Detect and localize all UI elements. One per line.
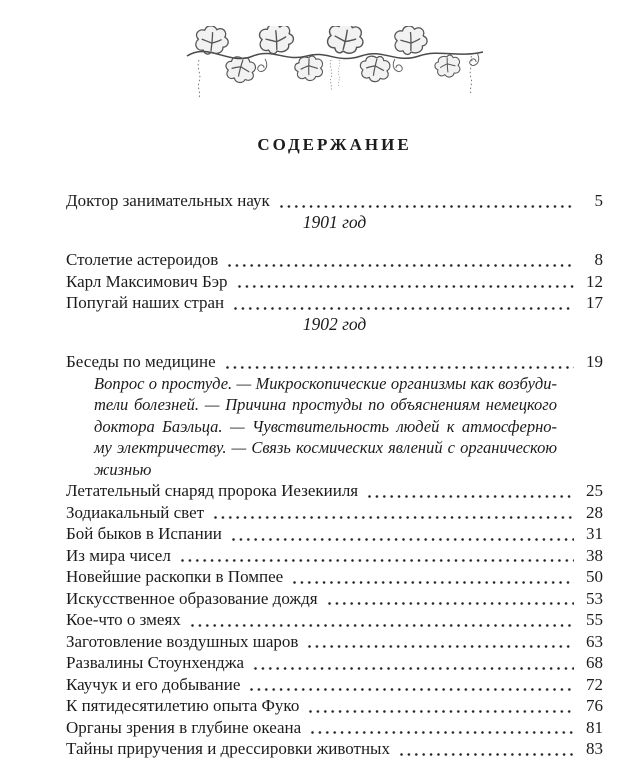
toc-entry-page-number: 38: [586, 545, 603, 565]
toc-entry-title: Летательный снаряд пророка Иезекииля: [66, 481, 359, 500]
toc-entry-page-number: 12: [586, 271, 603, 291]
toc-entry-page-number: 31: [586, 524, 603, 543]
dot-leader: [278, 190, 574, 212]
dot-leader: [307, 695, 574, 717]
entries-1901: [66, 249, 603, 314]
toc-entry-page-number: 28: [586, 502, 603, 522]
toc-entry-page-number: 72: [586, 674, 603, 694]
toc-entry-title: Карл Максимович Бэр: [66, 271, 228, 291]
toc-entry: [66, 566, 603, 588]
annotation-line: тели болезней. — Причина простуды по объяснениям немецкого: [94, 395, 557, 414]
toc-entry: [66, 738, 603, 760]
toc-entry: [66, 652, 603, 674]
toc-entry: [66, 695, 603, 717]
page-title: СОДЕРЖАНИЕ: [257, 135, 412, 154]
toc-entry: [66, 631, 603, 653]
year-heading-1902: 1902 год: [302, 313, 367, 334]
toc-entry-page-number: 53: [586, 588, 603, 608]
toc-entry-title: Развалины Стоунхенджа: [66, 653, 244, 672]
grapevine-ornament-icon: [185, 26, 485, 98]
toc-entry: [66, 609, 603, 631]
toc-entry-page-number: 8: [594, 250, 603, 269]
dot-leader: [189, 609, 574, 631]
dot-leader: [306, 631, 574, 653]
toc-entry-page-number: 83: [586, 739, 603, 758]
toc-entry-title: Искусственное образование дождя: [66, 588, 318, 608]
toc-entry-page-number: 63: [586, 631, 603, 651]
toc-entry-page-number: 55: [586, 610, 603, 629]
toc-entry: [66, 271, 603, 293]
toc-entry: [66, 351, 603, 373]
entries-1902: [66, 480, 603, 760]
toc-entry-title: Из мира чисел: [66, 545, 171, 565]
toc-entry-title: Зодиакальный свет: [66, 502, 205, 522]
table-of-contents: [66, 190, 603, 760]
toc-entry: [66, 249, 603, 271]
toc-entry-title: К пятидесятилетию опыта Фуко: [66, 696, 300, 715]
toc-entry: [66, 545, 603, 567]
toc-entry-title: Кое-что о змеях: [66, 610, 181, 629]
toc-entry-title: Заготовление воздушных шаров: [66, 631, 299, 651]
toc-entry: [66, 717, 603, 739]
dot-leader: [232, 292, 574, 314]
annotation-line: му электричеству. — Связь космических явлений с органическою: [94, 438, 557, 457]
toc-entry-title: Тайны приручения и дрессировки животных: [66, 739, 390, 758]
toc-entry: [66, 480, 603, 502]
year-heading-1901: 1901 год: [302, 211, 367, 232]
dot-leader: [291, 566, 574, 588]
toc-entry-title: Доктор занимательных наук: [66, 191, 270, 210]
toc-entry-title: Попугай наших стран: [66, 293, 225, 312]
toc-entry: [66, 292, 603, 314]
chapter-annotation: [66, 373, 603, 481]
dot-leader: [179, 545, 574, 567]
toc-entry: [66, 523, 603, 545]
toc-entry-page-number: 17: [586, 293, 603, 312]
dot-leader: [248, 674, 574, 696]
toc-entry-page-number: 68: [586, 653, 603, 672]
toc-entry-title: Столетие астероидов: [66, 250, 219, 269]
dot-leader: [212, 502, 574, 524]
toc-entry-page-number: 81: [586, 717, 603, 737]
toc-entry-title: Беседы по медицине: [66, 352, 216, 371]
annotation-line: Вопрос о простуде. — Микроскопические организмы как возбуди-: [94, 373, 557, 393]
dot-leader: [224, 351, 574, 373]
toc-entry: [66, 674, 603, 696]
dot-leader: [236, 271, 574, 293]
toc-entry-title: Органы зрения в глубине океана: [66, 717, 302, 737]
toc-entry: [66, 502, 603, 524]
dot-leader: [398, 738, 574, 760]
toc-entry-page-number: 50: [586, 567, 603, 586]
dot-leader: [366, 480, 574, 502]
toc-entry: [66, 190, 603, 212]
toc-entry-page-number: 25: [586, 481, 603, 500]
dot-leader: [252, 652, 574, 674]
dot-leader: [226, 249, 574, 271]
toc-entry-title: Бой быков в Испании: [66, 524, 222, 543]
toc-entry-page-number: 76: [586, 696, 603, 715]
annotation-line: жизнью: [94, 459, 152, 479]
toc-entry-page-number: 5: [594, 191, 603, 210]
toc-entry: [66, 588, 603, 610]
toc-entry-page-number: 19: [586, 352, 603, 371]
annotation-line: доктора Баэльца. — Чувствительность людей к атмосферно-: [94, 416, 557, 436]
dot-leader: [309, 717, 574, 739]
dot-leader: [326, 588, 574, 610]
toc-entry-title: Каучук и его добывание: [66, 674, 241, 694]
toc-entry-title: Новейшие раскопки в Помпее: [66, 567, 284, 586]
dot-leader: [230, 523, 574, 545]
